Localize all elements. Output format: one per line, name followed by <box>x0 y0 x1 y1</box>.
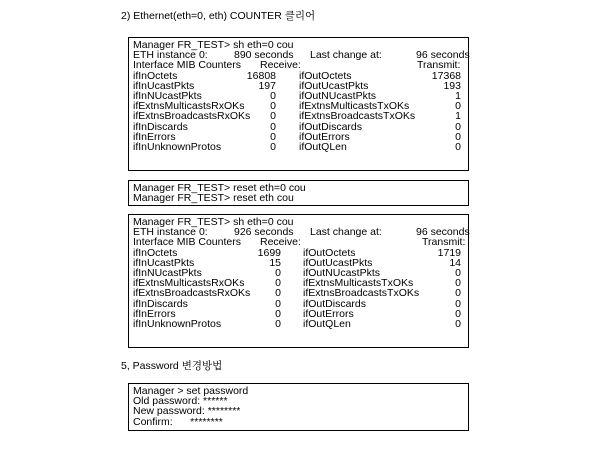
command-line: Manager FR_TEST> sh eth=0 cou <box>133 39 294 51</box>
counter-output-before-reset <box>128 37 469 171</box>
tx-counter-value: 0 <box>455 317 461 330</box>
confirm-password-line: Confirm: ******** <box>133 415 223 428</box>
rx-counter-name: ifInUcastPkts <box>133 79 195 92</box>
tx-counter-name: ifOutDiscards <box>303 297 367 310</box>
mib-label: Interface MIB Counters <box>133 59 241 72</box>
rx-counter-name: ifInDiscards <box>133 120 188 133</box>
rx-counter-name: ifInErrors <box>133 130 176 143</box>
tx-counter-value: 0 <box>455 266 461 279</box>
command-line: Manager FR_TEST> sh eth=0 cou <box>133 216 294 228</box>
tx-counter-name: ifOutUcastPkts <box>299 79 369 92</box>
section-2-heading: 2) Ethernet(eth=0, eth) COUNTER 클리어 <box>121 10 316 22</box>
eth-instance-value: 890 seconds <box>234 49 294 62</box>
rx-counter-value: 0 <box>275 307 281 320</box>
tx-counter-name: ifOutQLen <box>303 317 351 330</box>
rx-counter-value: 0 <box>275 287 281 300</box>
tx-counter-name: ifExtnsBroadcastsTxOKs <box>299 110 416 123</box>
tx-counter-value: 1719 <box>437 246 461 259</box>
tx-counter-name: ifOutNUcastPkts <box>303 266 381 279</box>
tx-counter-name: ifExtnsMulticastsTxOKs <box>303 277 414 290</box>
receive-label: Receive: <box>260 59 301 72</box>
tx-counter-value: 0 <box>455 140 461 153</box>
tx-counter-value: 1 <box>455 110 461 123</box>
rx-counter-name: ifExtnsBroadcastsRxOKs <box>133 110 251 123</box>
last-change-value: 96 seconds <box>416 49 470 62</box>
tx-counter-name: ifExtnsBroadcastsTxOKs <box>303 287 420 300</box>
counter-row <box>133 319 464 329</box>
command-line: Manager FR_TEST> reset eth cou <box>133 192 294 205</box>
tx-counter-value: 1 <box>455 89 461 102</box>
tx-counter-name: ifOutDiscards <box>299 120 363 133</box>
rx-counter-value: 0 <box>270 130 276 143</box>
rx-counter-value: 0 <box>270 140 276 153</box>
new-password-line: New password: ******** <box>133 405 241 418</box>
tx-counter-value: 0 <box>455 277 461 290</box>
eth-instance-value: 926 seconds <box>234 226 294 239</box>
tx-counter-name: ifOutNUcastPkts <box>299 89 377 102</box>
tx-counter-value: 17368 <box>431 69 461 82</box>
counter-row <box>133 142 464 152</box>
last-change-label: Last change at: <box>310 226 382 239</box>
rx-counter-value: 0 <box>270 110 276 123</box>
rx-counter-value: 1699 <box>257 246 281 259</box>
rx-counter-value: 0 <box>275 277 281 290</box>
reset-commands <box>128 180 469 206</box>
tx-counter-value: 0 <box>455 100 461 113</box>
counter-output-after-reset <box>128 214 469 348</box>
rx-counter-name: ifExtnsBroadcastsRxOKs <box>133 287 251 300</box>
old-password-line: Old password: ****** <box>133 395 228 408</box>
command-line: Manager FR_TEST> reset eth=0 cou <box>133 182 306 194</box>
rx-counter-value: 0 <box>270 100 276 113</box>
transmit-label: Transmit: <box>422 236 466 249</box>
rx-counter-value: 0 <box>275 266 281 279</box>
tx-counter-name: ifOutErrors <box>303 307 354 320</box>
password-commands <box>128 383 469 431</box>
tx-counter-value: 14 <box>449 256 461 269</box>
tx-counter-value: 193 <box>443 79 461 92</box>
rx-counter-value: 197 <box>258 79 276 92</box>
counter-row <box>133 111 464 121</box>
tx-counter-value: 0 <box>455 130 461 143</box>
tx-counter-name: ifOutOctets <box>299 69 352 82</box>
rx-counter-name: ifInNUcastPkts <box>133 89 202 102</box>
receive-label: Receive: <box>260 236 301 249</box>
rx-counter-name: ifInOctets <box>133 246 178 259</box>
rx-counter-value: 0 <box>270 89 276 102</box>
rx-counter-name: ifInUnknownProtos <box>133 140 222 153</box>
rx-counter-value: 15 <box>269 256 281 269</box>
tx-counter-name: ifOutErrors <box>299 130 350 143</box>
mib-label: Interface MIB Counters <box>133 236 241 249</box>
tx-counter-name: ifOutOctets <box>303 246 356 259</box>
rx-counter-name: ifExtnsMulticastsRxOKs <box>133 100 245 113</box>
tx-counter-value: 0 <box>455 307 461 320</box>
tx-counter-name: ifOutUcastPkts <box>303 256 373 269</box>
section-5-heading: 5, Password 변경방법 <box>121 360 223 372</box>
rx-counter-name: ifExtnsMulticastsRxOKs <box>133 277 245 290</box>
tx-counter-value: 0 <box>455 287 461 300</box>
rx-counter-name: ifInUnknownProtos <box>133 317 222 330</box>
rx-counter-name: ifInUcastPkts <box>133 256 195 269</box>
rx-counter-value: 0 <box>275 297 281 310</box>
rx-counter-value: 16808 <box>246 69 276 82</box>
eth-instance-label: ETH instance 0: <box>133 49 208 62</box>
tx-counter-value: 0 <box>455 120 461 133</box>
rx-counter-name: ifInOctets <box>133 69 178 82</box>
transmit-label: Transmit: <box>417 59 461 72</box>
mib-header-line <box>133 237 464 247</box>
tx-counter-value: 0 <box>455 297 461 310</box>
rx-counter-value: 0 <box>270 120 276 133</box>
last-change-value: 96 seconds <box>416 226 470 239</box>
rx-counter-value: 0 <box>275 317 281 330</box>
rx-counter-name: ifInNUcastPkts <box>133 266 202 279</box>
eth-instance-label: ETH instance 0: <box>133 226 208 239</box>
command-line: Manager > set password <box>133 385 249 397</box>
rx-counter-name: ifInErrors <box>133 307 176 320</box>
last-change-label: Last change at: <box>310 49 382 62</box>
counter-row <box>133 299 464 309</box>
counter-row <box>133 288 464 298</box>
tx-counter-name: ifExtnsMulticastsTxOKs <box>299 100 410 113</box>
rx-counter-name: ifInDiscards <box>133 297 188 310</box>
tx-counter-name: ifOutQLen <box>299 140 347 153</box>
